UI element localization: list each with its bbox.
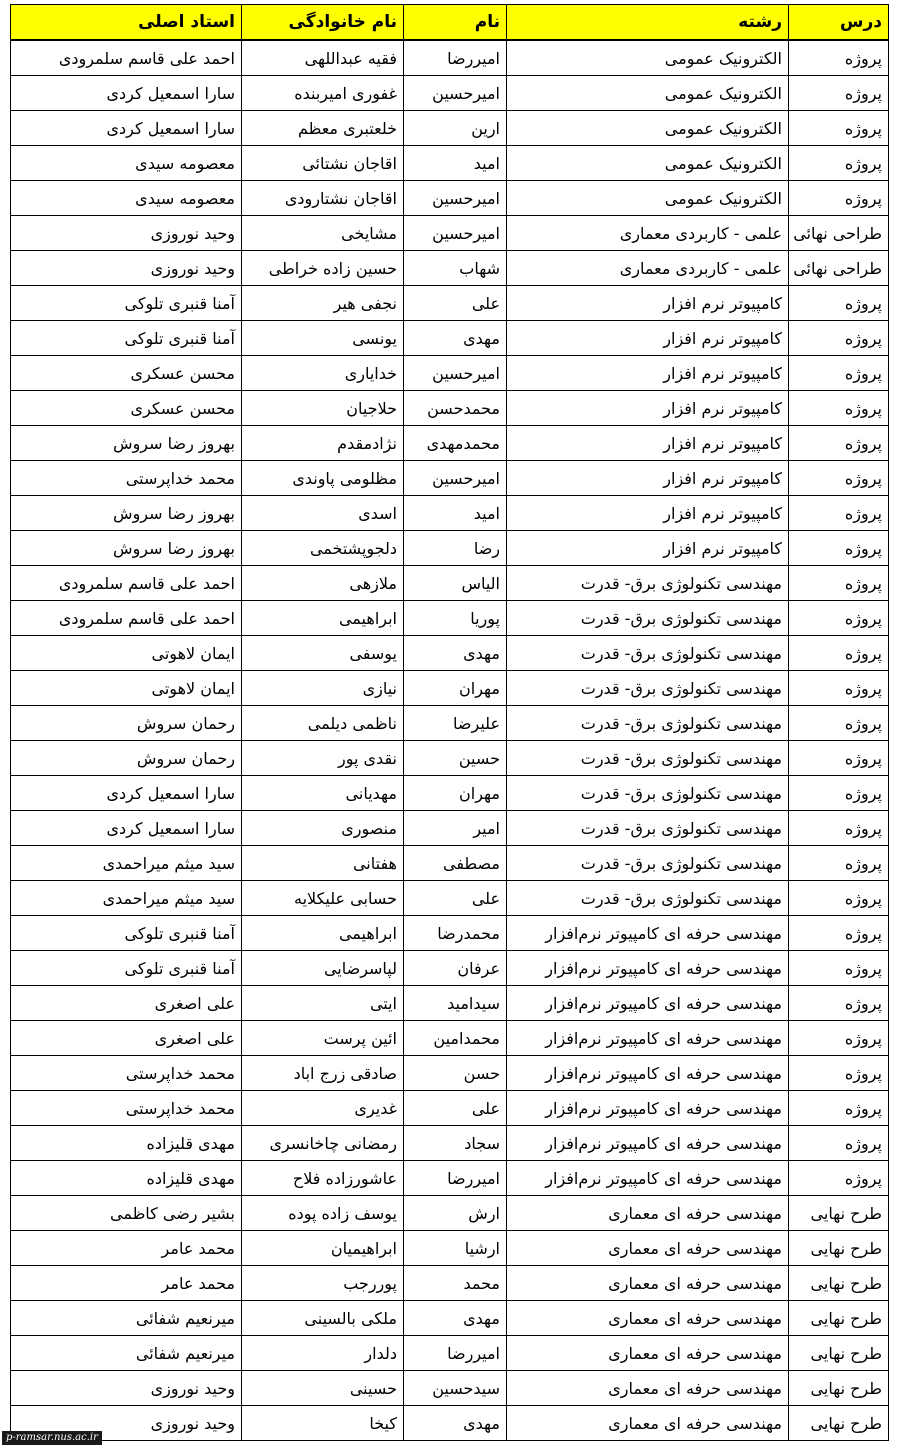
cell-advisor: ایمان لاهوتی: [11, 636, 242, 671]
cell-major: کامپیوتر نرم افزار: [507, 356, 789, 391]
cell-first-name: علی: [404, 881, 507, 916]
cell-first-name: علیرضا: [404, 706, 507, 741]
cell-major: مهندسی حرفه ای معماری: [507, 1301, 789, 1336]
cell-last-name: حسابی علیکلایه: [242, 881, 404, 916]
header-first-name: نام: [404, 5, 507, 41]
cell-course: طرح نهایی: [789, 1301, 889, 1336]
cell-course: پروژه: [789, 671, 889, 706]
cell-first-name: ارش: [404, 1196, 507, 1231]
cell-last-name: لپاسرضایی: [242, 951, 404, 986]
cell-advisor: وحید نوروزی: [11, 1406, 242, 1441]
table-row: [11, 566, 889, 601]
cell-first-name: محمدامین: [404, 1021, 507, 1056]
table-row: [11, 286, 889, 321]
cell-course: پروژه: [789, 741, 889, 776]
cell-course: پروژه: [789, 391, 889, 426]
table-row: [11, 216, 889, 251]
cell-last-name: مظلومی پاوندی: [242, 461, 404, 496]
table-row: [11, 40, 889, 76]
cell-last-name: منصوری: [242, 811, 404, 846]
cell-first-name: عرفان: [404, 951, 507, 986]
cell-first-name: ارین: [404, 111, 507, 146]
cell-advisor: محمد خداپرستی: [11, 1091, 242, 1126]
table-row: [11, 251, 889, 286]
cell-first-name: محمدمهدی: [404, 426, 507, 461]
cell-major: کامپیوتر نرم افزار: [507, 321, 789, 356]
cell-advisor: بهروز رضا سروش: [11, 426, 242, 461]
cell-course: طراحی نهائی: [789, 251, 889, 286]
cell-first-name: امید: [404, 496, 507, 531]
cell-major: مهندسی حرفه ای کامپیوتر نرم‌افزار: [507, 986, 789, 1021]
cell-major: مهندسی حرفه ای معماری: [507, 1336, 789, 1371]
cell-advisor: وحید نوروزی: [11, 251, 242, 286]
site-watermark: p-ramsar.nus.ac.ir: [2, 1431, 102, 1445]
cell-last-name: یوسفی: [242, 636, 404, 671]
cell-major: کامپیوتر نرم افزار: [507, 426, 789, 461]
cell-last-name: ایتی: [242, 986, 404, 1021]
cell-course: پروژه: [789, 811, 889, 846]
cell-course: پروژه: [789, 566, 889, 601]
cell-major: مهندسی حرفه ای کامپیوتر نرم‌افزار: [507, 916, 789, 951]
cell-major: مهندسی تکنولوژی برق- قدرت: [507, 601, 789, 636]
table-header-row: [11, 5, 889, 41]
cell-last-name: نقدی پور: [242, 741, 404, 776]
cell-advisor: احمد علی قاسم سلمرودی: [11, 40, 242, 76]
cell-major: مهندسی حرفه ای معماری: [507, 1196, 789, 1231]
cell-course: پروژه: [789, 356, 889, 391]
cell-first-name: محمدحسن: [404, 391, 507, 426]
table-row: [11, 356, 889, 391]
cell-major: کامپیوتر نرم افزار: [507, 496, 789, 531]
cell-last-name: حلاجیان: [242, 391, 404, 426]
table-row: [11, 1266, 889, 1301]
cell-major: علمی - کاربردی معماری: [507, 251, 789, 286]
table-row: [11, 1161, 889, 1196]
cell-last-name: ملازهی: [242, 566, 404, 601]
cell-advisor: علی اصغری: [11, 1021, 242, 1056]
cell-course: پروژه: [789, 76, 889, 111]
cell-course: پروژه: [789, 321, 889, 356]
table-row: [11, 636, 889, 671]
cell-major: مهندسی حرفه ای معماری: [507, 1266, 789, 1301]
cell-course: پروژه: [789, 496, 889, 531]
cell-first-name: امیرحسین: [404, 181, 507, 216]
cell-major: کامپیوتر نرم افزار: [507, 391, 789, 426]
cell-major: مهندسی حرفه ای معماری: [507, 1371, 789, 1406]
header-course: درس: [789, 5, 889, 41]
cell-last-name: کیخا: [242, 1406, 404, 1441]
cell-course: پروژه: [789, 111, 889, 146]
cell-first-name: مصطفی: [404, 846, 507, 881]
cell-last-name: غدیری: [242, 1091, 404, 1126]
cell-first-name: سیدامید: [404, 986, 507, 1021]
cell-first-name: سیدحسین: [404, 1371, 507, 1406]
cell-course: پروژه: [789, 776, 889, 811]
cell-course: پروژه: [789, 846, 889, 881]
header-advisor: استاد اصلی: [11, 5, 242, 41]
cell-course: طرح نهایی: [789, 1371, 889, 1406]
table-row: [11, 321, 889, 356]
cell-first-name: شهاب: [404, 251, 507, 286]
cell-major: مهندسی حرفه ای کامپیوتر نرم‌افزار: [507, 951, 789, 986]
cell-first-name: امیرحسین: [404, 76, 507, 111]
cell-major: مهندسی تکنولوژی برق- قدرت: [507, 741, 789, 776]
cell-course: پروژه: [789, 636, 889, 671]
cell-major: مهندسی تکنولوژی برق- قدرت: [507, 706, 789, 741]
cell-last-name: ابراهیمیان: [242, 1231, 404, 1266]
cell-course: پروژه: [789, 881, 889, 916]
cell-major: الکترونیک عمومی: [507, 76, 789, 111]
cell-first-name: مهران: [404, 671, 507, 706]
cell-course: طرح نهایی: [789, 1196, 889, 1231]
cell-first-name: رضا: [404, 531, 507, 566]
cell-first-name: امیر: [404, 811, 507, 846]
cell-advisor: محمد خداپرستی: [11, 461, 242, 496]
table-row: [11, 776, 889, 811]
cell-major: مهندسی تکنولوژی برق- قدرت: [507, 776, 789, 811]
table-row: [11, 461, 889, 496]
cell-major: مهندسی حرفه ای کامپیوتر نرم‌افزار: [507, 1161, 789, 1196]
cell-advisor: محمد عامر: [11, 1266, 242, 1301]
cell-course: پروژه: [789, 1126, 889, 1161]
table-row: [11, 811, 889, 846]
cell-advisor: سارا اسمعیل کردی: [11, 776, 242, 811]
cell-first-name: مهران: [404, 776, 507, 811]
cell-course: پروژه: [789, 426, 889, 461]
cell-major: مهندسی تکنولوژی برق- قدرت: [507, 881, 789, 916]
cell-course: طرح نهایی: [789, 1336, 889, 1371]
students-table: [10, 4, 889, 1441]
cell-advisor: سارا اسمعیل کردی: [11, 111, 242, 146]
cell-major: کامپیوتر نرم افزار: [507, 461, 789, 496]
cell-course: پروژه: [789, 531, 889, 566]
cell-first-name: پوریا: [404, 601, 507, 636]
cell-course: پروژه: [789, 601, 889, 636]
cell-last-name: ائین پرست: [242, 1021, 404, 1056]
table-row: [11, 1056, 889, 1091]
cell-advisor: میرنعیم شفائی: [11, 1301, 242, 1336]
cell-first-name: امیررضا: [404, 1336, 507, 1371]
cell-advisor: وحید نوروزی: [11, 1371, 242, 1406]
cell-course: پروژه: [789, 146, 889, 181]
cell-major: الکترونیک عمومی: [507, 111, 789, 146]
cell-last-name: نژادمقدم: [242, 426, 404, 461]
cell-last-name: اقاجان نشتائی: [242, 146, 404, 181]
cell-major: مهندسی حرفه ای کامپیوتر نرم‌افزار: [507, 1091, 789, 1126]
cell-course: پروژه: [789, 286, 889, 321]
table-row: [11, 181, 889, 216]
cell-last-name: یوسف زاده پوده: [242, 1196, 404, 1231]
cell-advisor: رحمان سروش: [11, 706, 242, 741]
cell-major: کامپیوتر نرم افزار: [507, 286, 789, 321]
cell-first-name: امیرحسین: [404, 216, 507, 251]
cell-major: مهندسی تکنولوژی برق- قدرت: [507, 636, 789, 671]
cell-major: مهندسی حرفه ای کامپیوتر نرم‌افزار: [507, 1021, 789, 1056]
cell-advisor: احمد علی قاسم سلمرودی: [11, 566, 242, 601]
table-row: [11, 1371, 889, 1406]
cell-first-name: امیرحسین: [404, 356, 507, 391]
cell-major: مهندسی تکنولوژی برق- قدرت: [507, 566, 789, 601]
table-row: [11, 1126, 889, 1161]
table-row: [11, 531, 889, 566]
table-row: [11, 111, 889, 146]
cell-first-name: علی: [404, 286, 507, 321]
cell-first-name: مهدی: [404, 1301, 507, 1336]
cell-advisor: معصومه سیدی: [11, 181, 242, 216]
cell-last-name: اسدی: [242, 496, 404, 531]
cell-last-name: یونسی: [242, 321, 404, 356]
table-row: [11, 76, 889, 111]
cell-last-name: هفتانی: [242, 846, 404, 881]
cell-advisor: رحمان سروش: [11, 741, 242, 776]
cell-course: پروژه: [789, 1091, 889, 1126]
table-row: [11, 706, 889, 741]
cell-first-name: محمدرضا: [404, 916, 507, 951]
cell-advisor: مهدی قلیزاده: [11, 1126, 242, 1161]
cell-major: علمی - کاربردی معماری: [507, 216, 789, 251]
cell-course: پروژه: [789, 986, 889, 1021]
cell-advisor: آمنا قنبری تلوکی: [11, 321, 242, 356]
table-row: [11, 496, 889, 531]
cell-last-name: دلجوپشتخمی: [242, 531, 404, 566]
cell-major: الکترونیک عمومی: [507, 146, 789, 181]
cell-last-name: خدایاری: [242, 356, 404, 391]
cell-last-name: نجفی هیر: [242, 286, 404, 321]
cell-last-name: فقیه عبداللهی: [242, 40, 404, 76]
cell-first-name: محمد: [404, 1266, 507, 1301]
cell-last-name: پوررجب: [242, 1266, 404, 1301]
cell-first-name: مهدی: [404, 321, 507, 356]
table-row: [11, 986, 889, 1021]
cell-major: مهندسی تکنولوژی برق- قدرت: [507, 811, 789, 846]
cell-last-name: ابراهیمی: [242, 916, 404, 951]
table-row: [11, 951, 889, 986]
cell-advisor: محسن عسکری: [11, 356, 242, 391]
cell-advisor: مهدی قلیزاده: [11, 1161, 242, 1196]
cell-course: طراحی نهائی: [789, 216, 889, 251]
cell-major: مهندسی حرفه ای معماری: [507, 1406, 789, 1441]
cell-last-name: مهدیانی: [242, 776, 404, 811]
cell-major: الکترونیک عمومی: [507, 181, 789, 216]
cell-advisor: بشیر رضی کاظمی: [11, 1196, 242, 1231]
cell-course: پروژه: [789, 951, 889, 986]
table-row: [11, 881, 889, 916]
cell-advisor: آمنا قنبری تلوکی: [11, 916, 242, 951]
cell-course: پروژه: [789, 181, 889, 216]
cell-last-name: غفوری امیربنده: [242, 76, 404, 111]
table-row: [11, 426, 889, 461]
cell-last-name: حسین زاده خراطی: [242, 251, 404, 286]
cell-last-name: خلعتبری معظم: [242, 111, 404, 146]
cell-advisor: بهروز رضا سروش: [11, 531, 242, 566]
cell-first-name: مهدی: [404, 636, 507, 671]
cell-advisor: ایمان لاهوتی: [11, 671, 242, 706]
cell-course: پروژه: [789, 706, 889, 741]
table-row: [11, 1196, 889, 1231]
cell-major: کامپیوتر نرم افزار: [507, 531, 789, 566]
cell-course: طرح نهایی: [789, 1406, 889, 1441]
cell-course: پروژه: [789, 40, 889, 76]
header-last-name: نام خانوادگی: [242, 5, 404, 41]
table-row: [11, 1091, 889, 1126]
cell-advisor: وحید نوروزی: [11, 216, 242, 251]
cell-first-name: امیررضا: [404, 1161, 507, 1196]
cell-advisor: معصومه سیدی: [11, 146, 242, 181]
cell-advisor: آمنا قنبری تلوکی: [11, 286, 242, 321]
cell-major: مهندسی حرفه ای معماری: [507, 1231, 789, 1266]
cell-course: پروژه: [789, 461, 889, 496]
table-row: [11, 391, 889, 426]
table-row: [11, 671, 889, 706]
table-row: [11, 1406, 889, 1441]
table-row: [11, 146, 889, 181]
cell-course: طرح نهایی: [789, 1266, 889, 1301]
cell-major: مهندسی حرفه ای کامپیوتر نرم‌افزار: [507, 1126, 789, 1161]
cell-course: طرح نهایی: [789, 1231, 889, 1266]
cell-last-name: رمضانی چاخانسری: [242, 1126, 404, 1161]
cell-major: الکترونیک عمومی: [507, 40, 789, 76]
cell-last-name: اقاجان نشتارودی: [242, 181, 404, 216]
cell-last-name: صادقی زرج اباد: [242, 1056, 404, 1091]
cell-advisor: آمنا قنبری تلوکی: [11, 951, 242, 986]
table-row: [11, 741, 889, 776]
cell-first-name: امیررضا: [404, 40, 507, 76]
cell-first-name: حسین: [404, 741, 507, 776]
cell-last-name: عاشورزاده فلاح: [242, 1161, 404, 1196]
cell-first-name: امیرحسین: [404, 461, 507, 496]
cell-advisor: محمد عامر: [11, 1231, 242, 1266]
cell-last-name: مشایخی: [242, 216, 404, 251]
cell-advisor: محسن عسکری: [11, 391, 242, 426]
cell-major: مهندسی تکنولوژی برق- قدرت: [507, 671, 789, 706]
cell-first-name: سجاد: [404, 1126, 507, 1161]
table-row: [11, 601, 889, 636]
cell-course: پروژه: [789, 1056, 889, 1091]
cell-advisor: سید میثم میراحمدی: [11, 881, 242, 916]
cell-first-name: امید: [404, 146, 507, 181]
cell-first-name: علی: [404, 1091, 507, 1126]
cell-last-name: ناظمی دیلمی: [242, 706, 404, 741]
cell-advisor: احمد علی قاسم سلمرودی: [11, 601, 242, 636]
header-major: رشته: [507, 5, 789, 41]
cell-first-name: ارشیا: [404, 1231, 507, 1266]
cell-first-name: حسن: [404, 1056, 507, 1091]
cell-advisor: بهروز رضا سروش: [11, 496, 242, 531]
cell-advisor: سید میثم میراحمدی: [11, 846, 242, 881]
cell-course: پروژه: [789, 1161, 889, 1196]
cell-last-name: ابراهیمی: [242, 601, 404, 636]
cell-course: پروژه: [789, 1021, 889, 1056]
table-row: [11, 1301, 889, 1336]
cell-major: مهندسی تکنولوژی برق- قدرت: [507, 846, 789, 881]
cell-first-name: الیاس: [404, 566, 507, 601]
table-row: [11, 1336, 889, 1371]
cell-advisor: سارا اسمعیل کردی: [11, 76, 242, 111]
cell-advisor: میرنعیم شفائی: [11, 1336, 242, 1371]
cell-last-name: حسینی: [242, 1371, 404, 1406]
cell-last-name: ملکی بالسینی: [242, 1301, 404, 1336]
cell-first-name: مهدی: [404, 1406, 507, 1441]
cell-advisor: سارا اسمعیل کردی: [11, 811, 242, 846]
cell-major: مهندسی حرفه ای کامپیوتر نرم‌افزار: [507, 1056, 789, 1091]
cell-advisor: محمد خداپرستی: [11, 1056, 242, 1091]
cell-advisor: علی اصغری: [11, 986, 242, 1021]
cell-last-name: نیازی: [242, 671, 404, 706]
table-row: [11, 916, 889, 951]
cell-course: پروژه: [789, 916, 889, 951]
table-row: [11, 1021, 889, 1056]
cell-last-name: دلدار: [242, 1336, 404, 1371]
table-row: [11, 846, 889, 881]
table-row: [11, 1231, 889, 1266]
